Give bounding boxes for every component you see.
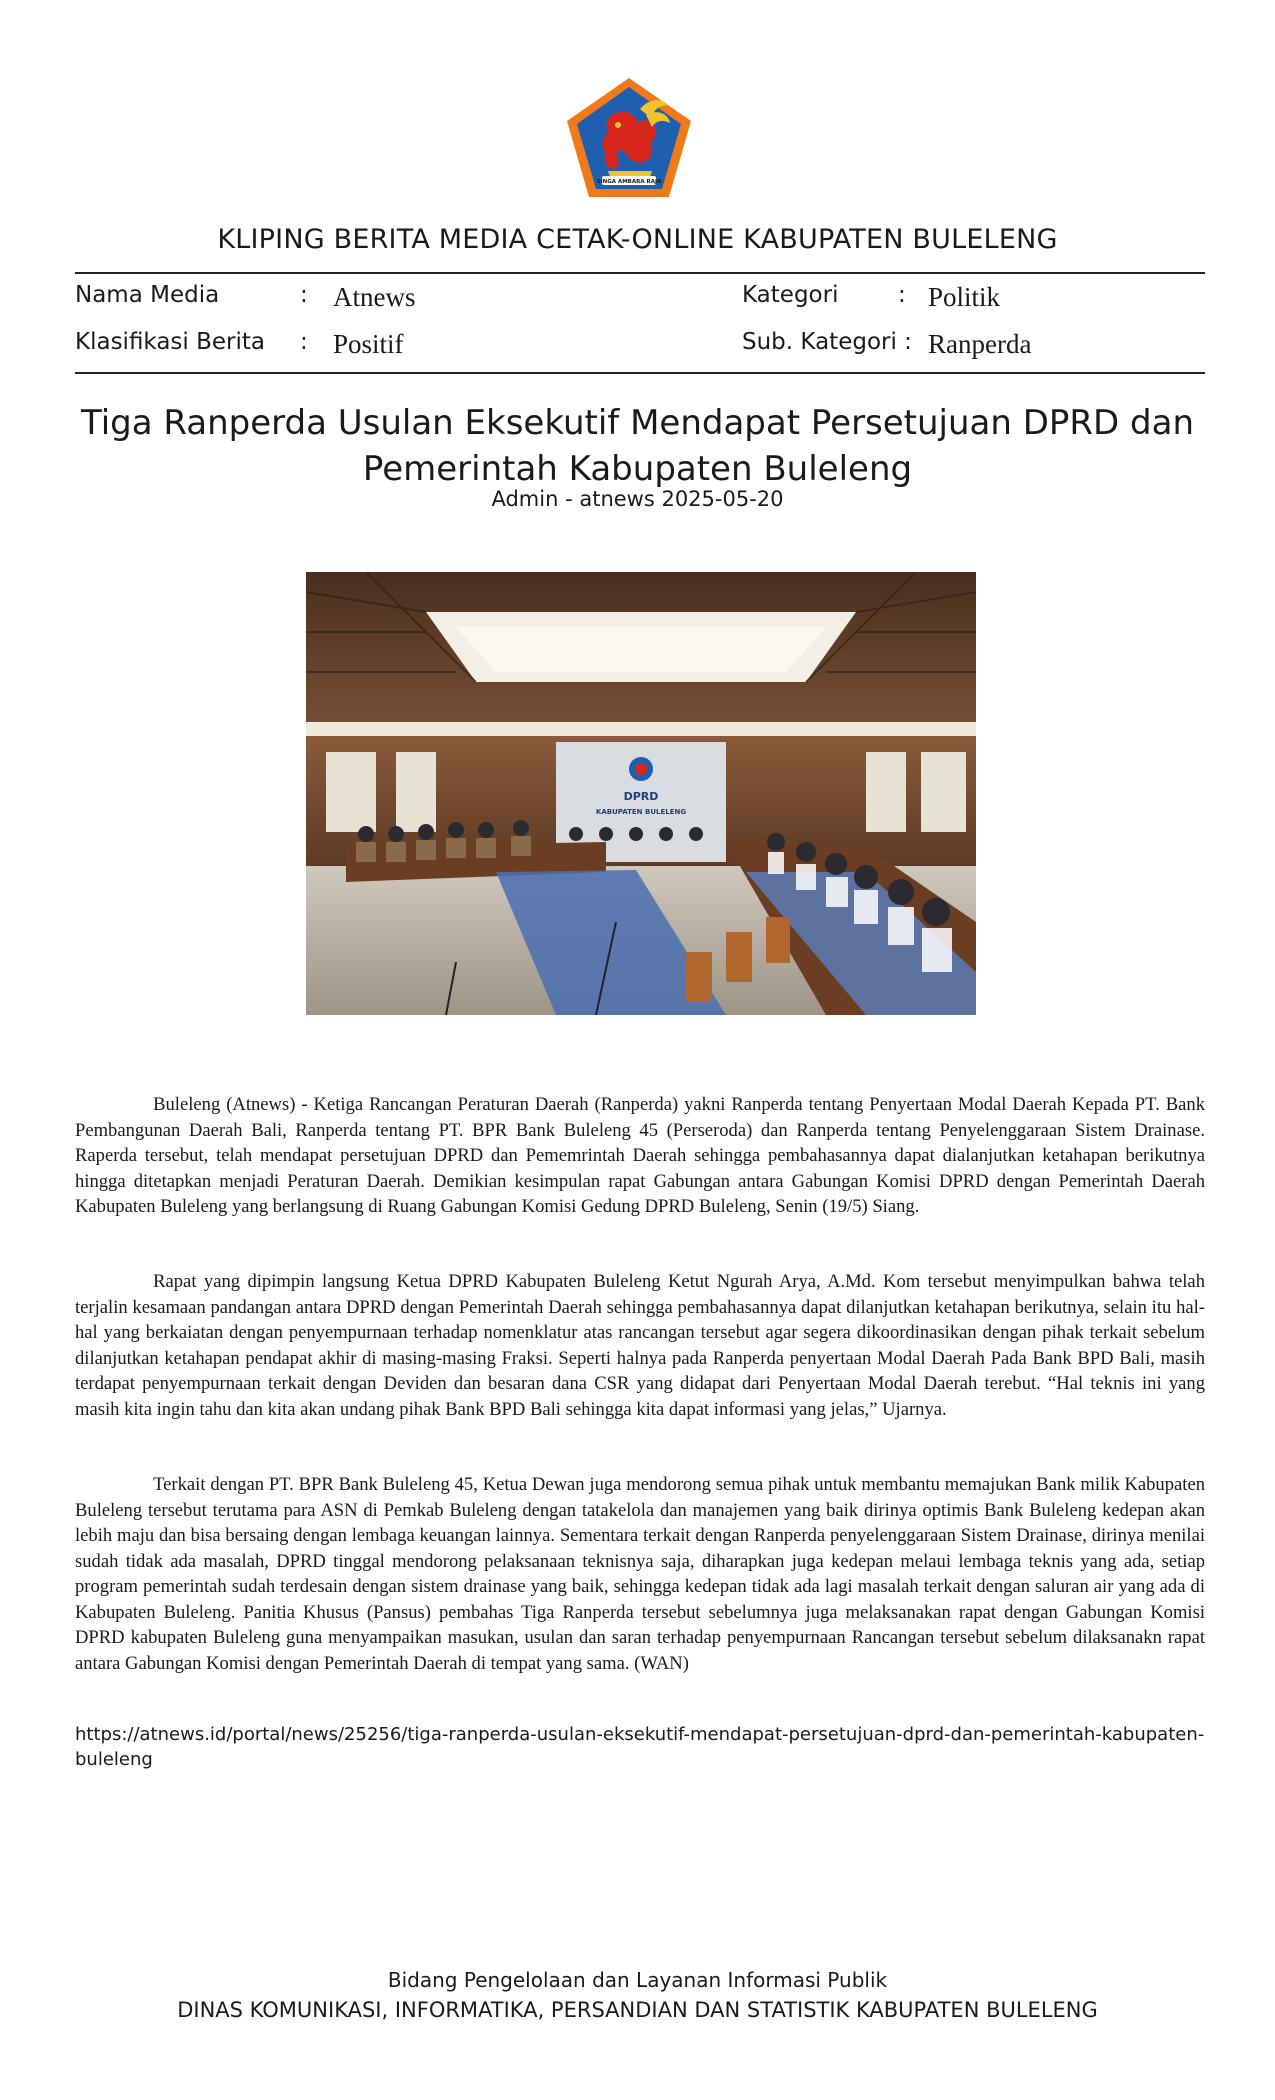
classification-value: Positif — [333, 329, 404, 359]
classification-colon: : — [300, 329, 308, 355]
article-photo — [306, 572, 976, 1015]
article-paragraph: Rapat yang dipimpin langsung Ketua DPRD Kabupaten Buleleng Ketut Ngurah Arya, A.Md. Kom tersebut menyimpulkan bahwa telah terjalin kesamaan pandangan antara DPRD dengan Pemerintah Daerah sehingga pembahasannya dapat dilanjutkan ketahapan berikutnya, selain itu hal-hal yang berkaiatan dengan penyempurnaan terhadap nomenklatur atas rancangan tersebut agar segera dikoordinasikan dengan pihak terkait sebelum dilanjutkan ketahapan pendapat akhir di masing-masing Fraksi. Seperti halnya pada Ranperda penyertaan Modal Daerah Pada Bank BPD Bali, masih terdapat penyempurnaan terkait dengan Deviden dan besaran dana CSR yang didapat dari Penyertaan Modal Daerah terebut. “Hal teknis ini yang masih kita ingin tahu dan kita akan undang pihak Bank BPD Bali sehingga kita dapat informasi yang jelas,” Ujarnya. — [75, 1271, 1205, 1420]
article-paragraph: Terkait dengan PT. BPR Bank Buleleng 45, Ketua Dewan juga mendorong semua pihak untuk membantu memajukan Bank milik Kabupaten Buleleng tersebut terutama para ASN di Pemkab Buleleng dengan tatakelola dan manajemen yang baik dirinya optimis Bank Buleleng kedepan akan lebih maju dan bisa bersaing dengan lembaga keuangan lainnya. Sementara terkait dengan Ranperda penyelenggaraan Sistem Drainase, dirinya menilai sudah tidak ada masalah, DPRD tinggal mendorong pelaksanaan teknisnya saja, diharapkan juga kedepan melaui lembaga teknis yang ada, setiap program pemerintah sudah terdesain dengan sistem drainase yang baik, sehingga kedepan tidak ada lagi masalah terkait dengan saluran air yang ada di Kabupaten Buleleng. Panitia Khusus (Pansus) pembahas Tiga Ranperda tersebut sebelumnya juga melaksanakan rapat dengan Gabungan Komisi DPRD kabupaten Buleleng guna menyampaikan masukan, usulan dan saran terhadap penyempurnaan Rancangan tersebut sebelum dilaksanakn rapat antara Gabungan Komisi dengan Pemerintah Daerah di tempat yang sama. (WAN) — [75, 1474, 1205, 1674]
regency-logo — [564, 75, 694, 200]
classification-label: Klasifikasi Berita — [75, 329, 266, 355]
footer-agency: DINAS KOMUNIKASI, INFORMATIKA, PERSANDIAN DAN STATISTIK KABUPATEN BULELENG — [177, 1998, 1098, 2022]
header-divider-top — [75, 272, 1205, 274]
category-colon: : — [898, 282, 906, 308]
media-colon: : — [300, 282, 308, 308]
category-value: Politik — [928, 282, 1001, 312]
article-headline: Tiga Ranperda Usulan Eksekutif Mendapat Persetujuan DPRD dan Pemerintah Kabupaten Buleleng — [80, 403, 1195, 489]
header-divider-bottom — [75, 372, 1205, 374]
photo-sign-regency: KABUPATEN BULELENG — [595, 808, 687, 816]
category-label: Kategori — [742, 282, 839, 308]
subcategory-label: Sub. Kategori : — [742, 329, 912, 355]
footer-division: Bidang Pengelolaan dan Layanan Informasi Publik — [387, 1968, 888, 1992]
media-label: Nama Media — [75, 282, 220, 308]
logo-motto: SINGA AMBARA RAJA — [596, 179, 662, 185]
photo-sign-dprd: DPRD — [623, 790, 659, 803]
subcategory-value: Ranperda — [928, 329, 1032, 359]
source-link[interactable]: https://atnews.id/portal/news/25256/tiga-ranperda-usulan-eksekutif-mendapat-persetujuan-dprd-dan-pemerintah-kabupaten-buleleng — [75, 1724, 1205, 1770]
regency-emblem-icon — [564, 75, 694, 200]
clipping-header-title: KLIPING BERITA MEDIA CETAK-ONLINE KABUPATEN BULELENG — [217, 224, 1058, 255]
article-byline: Admin - atnews 2025-05-20 — [491, 487, 784, 511]
article-paragraph: Buleleng (Atnews) - Ketiga Rancangan Peraturan Daerah (Ranperda) yakni Ranperda tentang Penyertaan Modal Daerah Kepada PT. Bank Pembangunan Daerah Bali, Ranperda tentang PT. BPR Bank Buleleng 45 (Perseroda) dan Ranperda tentang Penyelenggaraan Sistem Drainase. Raperda tersebut, telah mendapat persetujuan DPRD dan Pememrintah Daerah sehingga pembahasannya dapat dialanjutkan ketahapan berikutnya hingga ditetapkan menjadi Peraturan Daerah. Demikian kesimpulan rapat Gabungan antara Gabungan Komisi DPRD dengan Pemerintah Daerah Kabupaten Buleleng yang berlangsung di Ruang Gabungan Komisi Gedung DPRD Buleleng, Senin (19/5) Siang. — [75, 1094, 1205, 1217]
media-value: Atnews — [333, 282, 416, 312]
